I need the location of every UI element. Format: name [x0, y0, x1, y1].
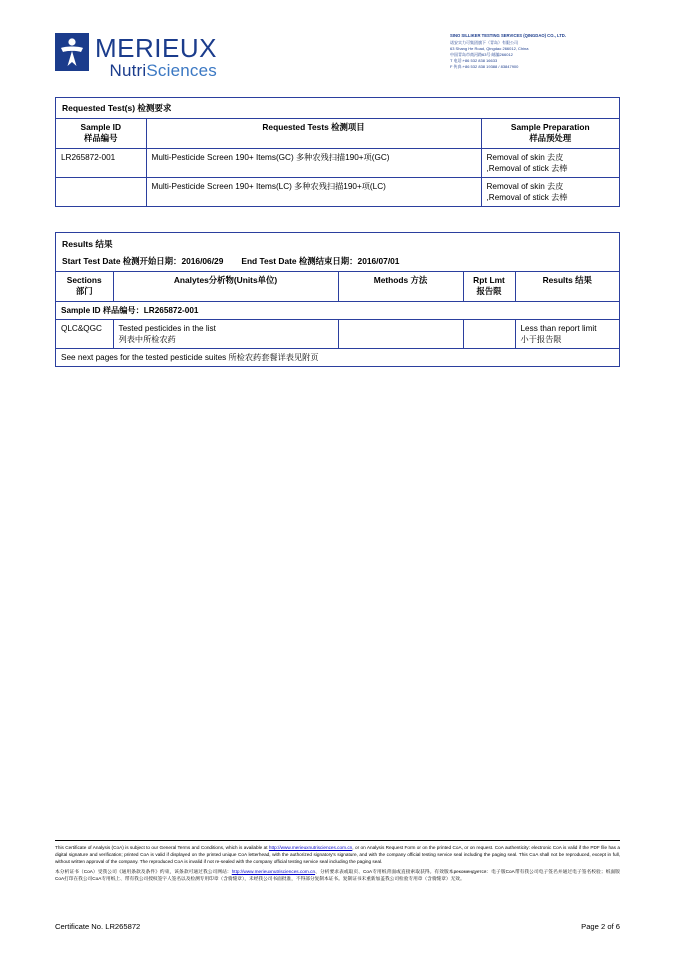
- cell-section: QLC&QGC: [56, 319, 113, 348]
- requested-tests-block: [55, 97, 620, 207]
- results-header: [56, 233, 619, 272]
- column-sample-prep-en: Sample Preparation: [510, 122, 590, 132]
- requested-tests-table: [56, 119, 619, 206]
- logo-sub-text: [95, 62, 217, 79]
- footer-disclaimer-en: [55, 845, 620, 865]
- start-date-value: 2016/06/29: [181, 256, 224, 266]
- document-header: [55, 33, 620, 85]
- column-sections: [56, 272, 113, 301]
- column-sample-id-cn: 样品编号: [84, 133, 118, 144]
- column-sections-en: Sections: [66, 275, 102, 285]
- cell-sample-prep: [481, 177, 619, 206]
- cell-result-cn: 小于报告限: [520, 334, 562, 344]
- column-analytes: Analytes分析物(Units单位): [113, 272, 338, 301]
- logo-nutri-text: Nutri: [109, 61, 147, 80]
- column-requested-tests: Requested Tests 检测项目: [146, 119, 481, 148]
- footer-terms-link-cn[interactable]: http://www.merieuxnutrisciences.com.cn: [231, 869, 316, 875]
- column-sample-id: [56, 119, 146, 148]
- company-address-block: [450, 33, 620, 70]
- cell-result-en: Less than report limit: [520, 323, 597, 333]
- cell-sample-prep: [481, 148, 619, 177]
- footer-cn-part1: 本分析证书（CoA）受我公司《通用条款及条件》约束，该条款可通过我公司网站：: [55, 869, 232, 875]
- sample-id-row: [56, 301, 619, 319]
- cell-method: [338, 319, 463, 348]
- results-note-row: [56, 348, 619, 366]
- column-methods: Methods 方法: [338, 272, 463, 301]
- page-number: Page 2 of 6: [581, 922, 620, 931]
- column-rpt-lmt-cn: 报告限: [476, 286, 502, 297]
- cell-sample-id: [56, 177, 146, 206]
- cell-analyte: [113, 319, 338, 348]
- cell-requested-test: Multi-Pesticide Screen 190+ Items(LC) 多种农残扫描190+项(LC): [146, 177, 481, 206]
- cell-sample-prep-line1: Removal of skin 去皮: [486, 152, 564, 162]
- column-sample-preparation: [481, 119, 619, 148]
- cell-sample-prep-line2: ,Removal of stick 去棒: [486, 192, 568, 202]
- table-row: [56, 148, 619, 177]
- column-rpt-lmt-en: Rpt Lmt: [473, 275, 505, 285]
- cell-requested-test: Multi-Pesticide Screen 190+ Items(GC) 多种农残扫描190+项(GC): [146, 148, 481, 177]
- column-sections-cn: 部门: [75, 286, 93, 297]
- company-name-cn: 诺安实力可集团旗下（青岛）有限公司: [450, 39, 518, 45]
- column-rpt-lmt: [463, 272, 515, 301]
- company-logo-text: [95, 33, 217, 79]
- start-date-label: Start Test Date 检测开始日期：: [62, 256, 182, 266]
- results-title: Results 结果: [62, 239, 113, 249]
- cell-sample-id: LR265872-001: [56, 148, 146, 177]
- cell-result: [515, 319, 619, 348]
- merieux-logo-icon: [55, 33, 89, 71]
- certificate-number: Certificate No. LR265872: [55, 922, 141, 931]
- footer-meta: [55, 922, 620, 931]
- document-footer: [55, 840, 620, 883]
- footer-en-part1: This Certificate of Analysis (CoA) is subject to our General Terms and Conditions, which is available at: [55, 845, 269, 850]
- logo-sciences-text: Sciences: [146, 61, 217, 80]
- table-row: [56, 319, 619, 348]
- company-name-en: SINO SILLIKER TESTING SERVICES (QINGDAO) CO., LTD.: [450, 33, 566, 38]
- column-sample-prep-cn: 样品预处理: [529, 133, 572, 144]
- footer-en-part2: , or on Analysis Request Form or on the printed CoA, or on request. CoA authenticity: electronic CoA is valid if the PDF file has a digital signature and verification; printed CoA is valid if displayed on the printed unique CoA letterhead, with the authorized signatory's signature, and with the company official testing service seal including the paging seal. This CoA shall not be reproduced, except in full, without written approval of the company. The reproduced CoA is invalid if not re-sealed with the company official testing service seal including the paging seal.: [55, 845, 620, 864]
- column-sample-id-en: Sample ID: [80, 122, 121, 132]
- results-block: [55, 232, 620, 367]
- table-header-row: [56, 119, 619, 148]
- end-date-value: 2016/07/01: [357, 256, 400, 266]
- cell-sample-id-heading: Sample ID 样品编号：LR265872-001: [56, 301, 619, 319]
- cell-results-note: See next pages for the tested pesticide suites 所检农药套餐详表见附页: [61, 352, 319, 362]
- footer-cn-part2: 、分析要求表或取页、CoA专用纸背面或直接索取获得。有效版本рекомендуется：电子版CoA带有我公司电子签名并通过电子签名校验；纸面版CoA打印在我公司CoA专用纸上、带有我公司授权签字人签名以及检测专用印章（含骑缝章），未经我公司书面批准，不得部分复制本证书。复制证书未重新加盖我公司检验专用章（含骑缝章）无效。: [55, 869, 620, 882]
- cell-sample-prep-line2: ,Removal of stick 去棒: [486, 163, 568, 173]
- footer-disclaimer-cn: [55, 868, 620, 882]
- company-phone: T 电话:+86 532 838 16633: [450, 58, 498, 64]
- table-row: [56, 177, 619, 206]
- company-logo: [55, 33, 217, 79]
- footer-divider: [55, 840, 620, 841]
- results-dates: [62, 255, 613, 267]
- cell-rpt-lmt: [463, 319, 515, 348]
- cell-analyte-cn: 列表中所检农药: [118, 334, 176, 344]
- end-date-label: End Test Date 检测结束日期：: [241, 256, 358, 266]
- footer-terms-link[interactable]: http://www.merieuxnutrisciences.com.cn: [268, 845, 353, 850]
- company-address-en: 63 Shang He Road, Qingdao 266012, China: [450, 45, 529, 51]
- column-results: Results 结果: [515, 272, 619, 301]
- cell-sample-prep-line1: Removal of skin 去皮: [486, 181, 564, 191]
- results-table: [56, 272, 619, 366]
- logo-main-text: MERIEUX: [95, 33, 217, 63]
- table-header-row: [56, 272, 619, 301]
- requested-tests-title: Requested Test(s) 检测要求: [56, 98, 619, 119]
- company-address-cn: 中国青岛市商河路63号 邮编266012: [450, 51, 513, 57]
- company-fax: F 传真:+86 532 838 19388 / 83847900: [450, 64, 519, 70]
- cell-analyte-en: Tested pesticides in the list: [118, 323, 216, 333]
